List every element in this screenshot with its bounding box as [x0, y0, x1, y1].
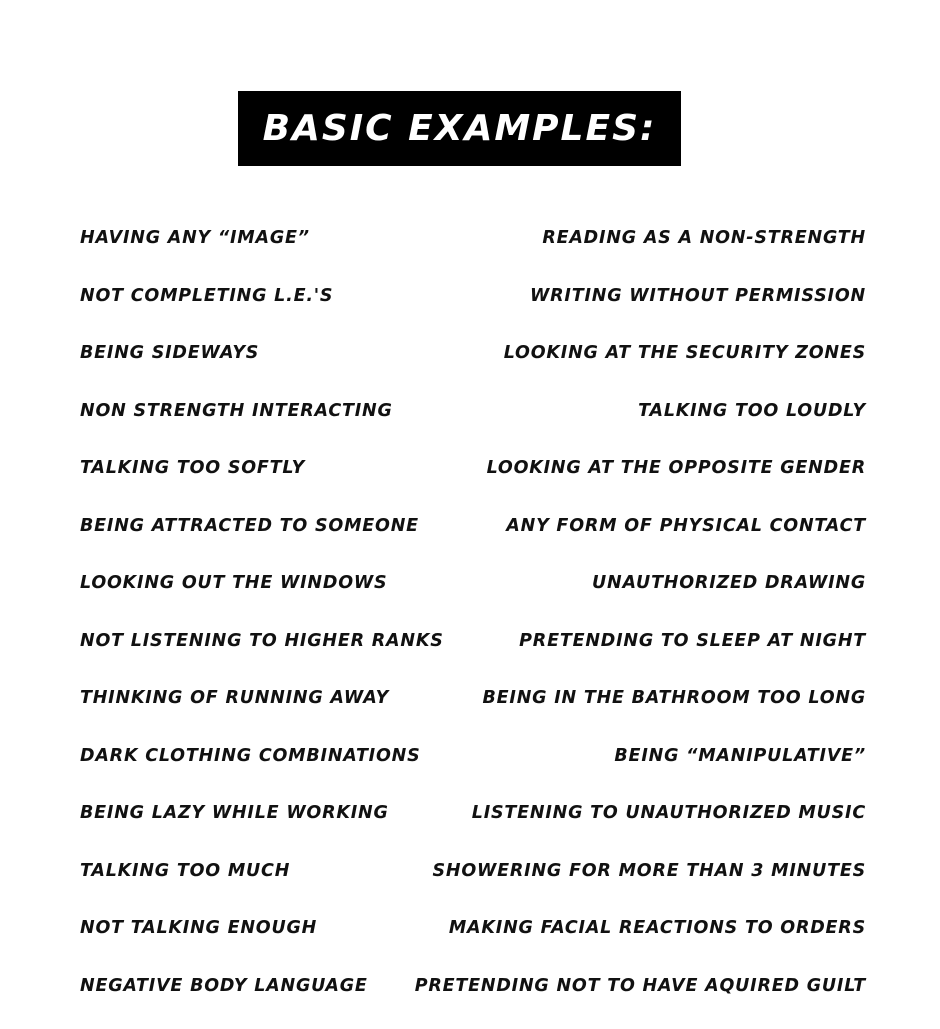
left-item: TALKING TOO MUCH	[80, 857, 290, 885]
left-item: THINKING OF RUNNING AWAY	[80, 684, 389, 712]
right-item: LISTENING TO UNAUTHORIZED MUSIC	[472, 799, 866, 827]
right-item: SHOWERING FOR MORE THAN 3 MINUTES	[433, 857, 867, 885]
list-row	[80, 857, 866, 915]
left-item: LOOKING OUT THE WINDOWS	[80, 569, 387, 597]
list-row	[80, 742, 866, 800]
list-row	[80, 224, 866, 282]
right-item: READING AS A NON-STRENGTH	[542, 224, 866, 252]
right-item: TALKING TOO LOUDLY	[638, 397, 866, 425]
right-item: WRITING WITHOUT PERMISSION	[530, 282, 866, 310]
right-item: BEING IN THE BATHROOM TOO LONG	[482, 684, 866, 712]
left-item: TALKING TOO SOFTLY	[80, 454, 305, 482]
list-row	[80, 397, 866, 455]
right-item: LOOKING AT THE SECURITY ZONES	[504, 339, 866, 367]
list-row	[80, 972, 866, 1029]
list-row	[80, 282, 866, 340]
list-row	[80, 339, 866, 397]
left-item: NON STRENGTH INTERACTING	[80, 397, 393, 425]
right-item: LOOKING AT THE OPPOSITE GENDER	[487, 454, 866, 482]
left-item: NOT TALKING ENOUGH	[80, 914, 317, 942]
page-title: BASIC EXAMPLES:	[263, 108, 657, 149]
left-item: BEING ATTRACTED TO SOMEONE	[80, 512, 419, 540]
list-row	[80, 914, 866, 972]
right-item: PRETENDING NOT TO HAVE AQUIRED GUILT	[415, 972, 866, 1000]
left-item: HAVING ANY “IMAGE”	[80, 224, 310, 252]
left-item: NOT COMPLETING L.E.'S	[80, 282, 333, 310]
list-row	[80, 454, 866, 512]
left-item: NOT LISTENING TO HIGHER RANKS	[80, 627, 444, 655]
right-item: BEING “MANIPULATIVE”	[614, 742, 866, 770]
right-item: PRETENDING TO SLEEP AT NIGHT	[519, 627, 866, 655]
left-item: BEING SIDEWAYS	[80, 339, 259, 367]
list-row	[80, 512, 866, 570]
title-banner	[238, 91, 681, 166]
left-item: BEING LAZY WHILE WORKING	[80, 799, 389, 827]
list-row	[80, 627, 866, 685]
list-row	[80, 569, 866, 627]
right-item: MAKING FACIAL REACTIONS TO ORDERS	[449, 914, 866, 942]
right-item: UNAUTHORIZED DRAWING	[592, 569, 866, 597]
list-row	[80, 799, 866, 857]
left-item: NEGATIVE BODY LANGUAGE	[80, 972, 368, 1000]
right-item: ANY FORM OF PHYSICAL CONTACT	[506, 512, 866, 540]
list-row	[80, 684, 866, 742]
examples-list	[80, 224, 866, 1029]
left-item: DARK CLOTHING COMBINATIONS	[80, 742, 421, 770]
